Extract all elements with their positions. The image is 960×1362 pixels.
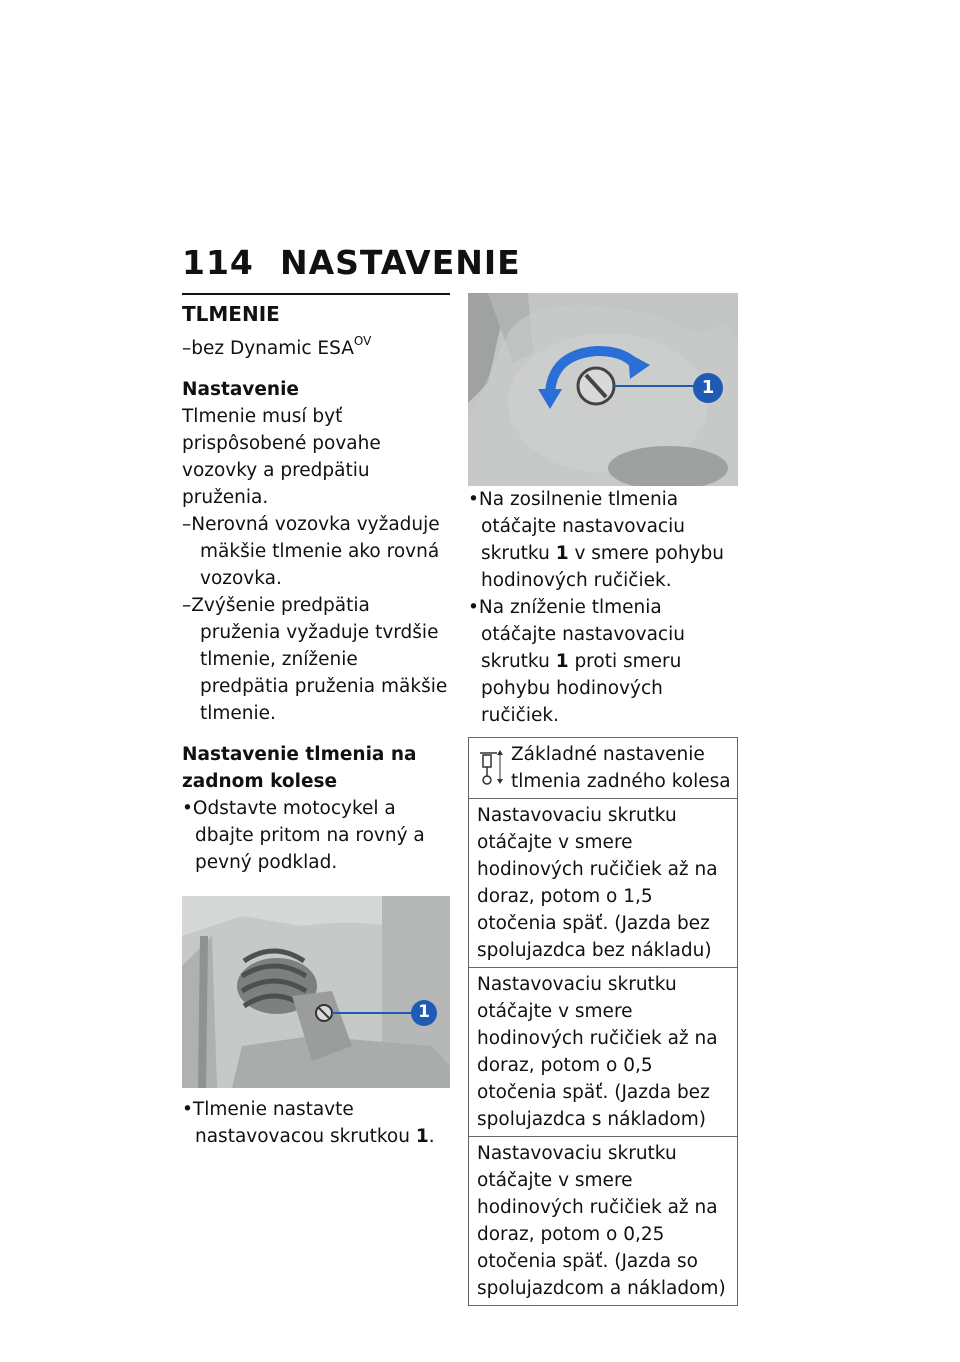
bullet-item [468, 486, 738, 594]
shock-absorber-icon [477, 747, 511, 795]
spec-table-title: Základné nastavenie tlmenia zadného kolesa [511, 744, 731, 792]
section-title: TLMENIE [182, 302, 280, 326]
adjuster-screw-figure [468, 293, 738, 486]
section-rule [182, 293, 450, 295]
figure-callout-label: 1 [701, 377, 715, 398]
screw-reference: 1 [415, 1126, 429, 1147]
bullet-text-end: v smere pohybu hodinových ručičiek. [481, 543, 724, 591]
shock-absorber-illustration [182, 896, 450, 1088]
bullet-item [468, 594, 738, 729]
spec-table-cell: Nastavovaciu skrutku otáčajte v smere hodinových ručičiek až na doraz, potom o 1,5 otočenia späť. (Jazda bez spolujazdca bez nákladu) [469, 799, 738, 968]
dash-item: –Nerovná vozovka vyžaduje mäkšie tlmenie ako rovná vozovka. [182, 514, 440, 589]
spec-table-row [469, 799, 738, 968]
bullet-item [182, 1096, 450, 1150]
spec-table-cell: Nastavovaciu skrutku otáčajte v smere hodinových ručičiek až na doraz, potom o 0,5 otočenia späť. (Jazda bez spolujazdca s nákladom) [469, 968, 738, 1137]
subsection-title-2: Nastavenie tlmenia na zadnom kolese [182, 744, 417, 792]
spec-table-row [469, 968, 738, 1137]
adjuster-screw-illustration [468, 293, 738, 486]
bullet-text: •Tlmenie nastavte nastavovacou skrutkou [182, 1099, 416, 1147]
bullet-item: •Odstavte motocykel a dbajte pritom na rovný a pevný podklad. [182, 798, 425, 873]
intro-paragraph: Tlmenie musí byť prispôsobené povahe vozovky a predpätiu pruženia. [182, 406, 381, 508]
spec-table-header-cell [469, 738, 738, 799]
dash-item: –Zvýšenie predpätia pruženia vyžaduje tvrdšie tlmenie, zníženie predpätia pruženia mäkšie tlmenie. [182, 595, 448, 724]
page-title: NASTAVENIE [280, 243, 521, 282]
subsection-title-1: Nastavenie [182, 379, 299, 400]
left-column [182, 293, 450, 1150]
shock-absorber-figure [182, 896, 450, 1088]
page-number: 114 [182, 243, 254, 282]
bullet-text-end: proti smeru pohybu hodinových ručičiek. [481, 651, 682, 726]
bullet-text: •Na zosilnenie tlmenia otáčajte nastavovaciu skrutku [468, 489, 685, 564]
variant-text: –bez Dynamic ESA [182, 338, 354, 359]
bullet-text-end: . [428, 1126, 435, 1147]
screw-reference: 1 [555, 651, 569, 672]
bullet-text: •Na zníženie tlmenia otáčajte nastavovaciu skrutku [468, 597, 685, 672]
figure-callout-label: 1 [418, 1002, 430, 1022]
spec-table-cell: Nastavovaciu skrutku otáčajte v smere hodinových ručičiek až na doraz, potom o 0,25 otočenia späť. (Jazda so spolujazdcom a nákladom) [469, 1137, 738, 1306]
variant-sup: OV [353, 334, 372, 348]
variant-note [182, 335, 450, 362]
right-column [468, 293, 738, 1306]
spec-table-header [477, 741, 731, 795]
screw-reference: 1 [555, 543, 569, 564]
spec-table-header-row [469, 738, 738, 799]
spec-table [468, 737, 738, 1306]
spec-table-row [469, 1137, 738, 1306]
page-header [182, 243, 521, 282]
